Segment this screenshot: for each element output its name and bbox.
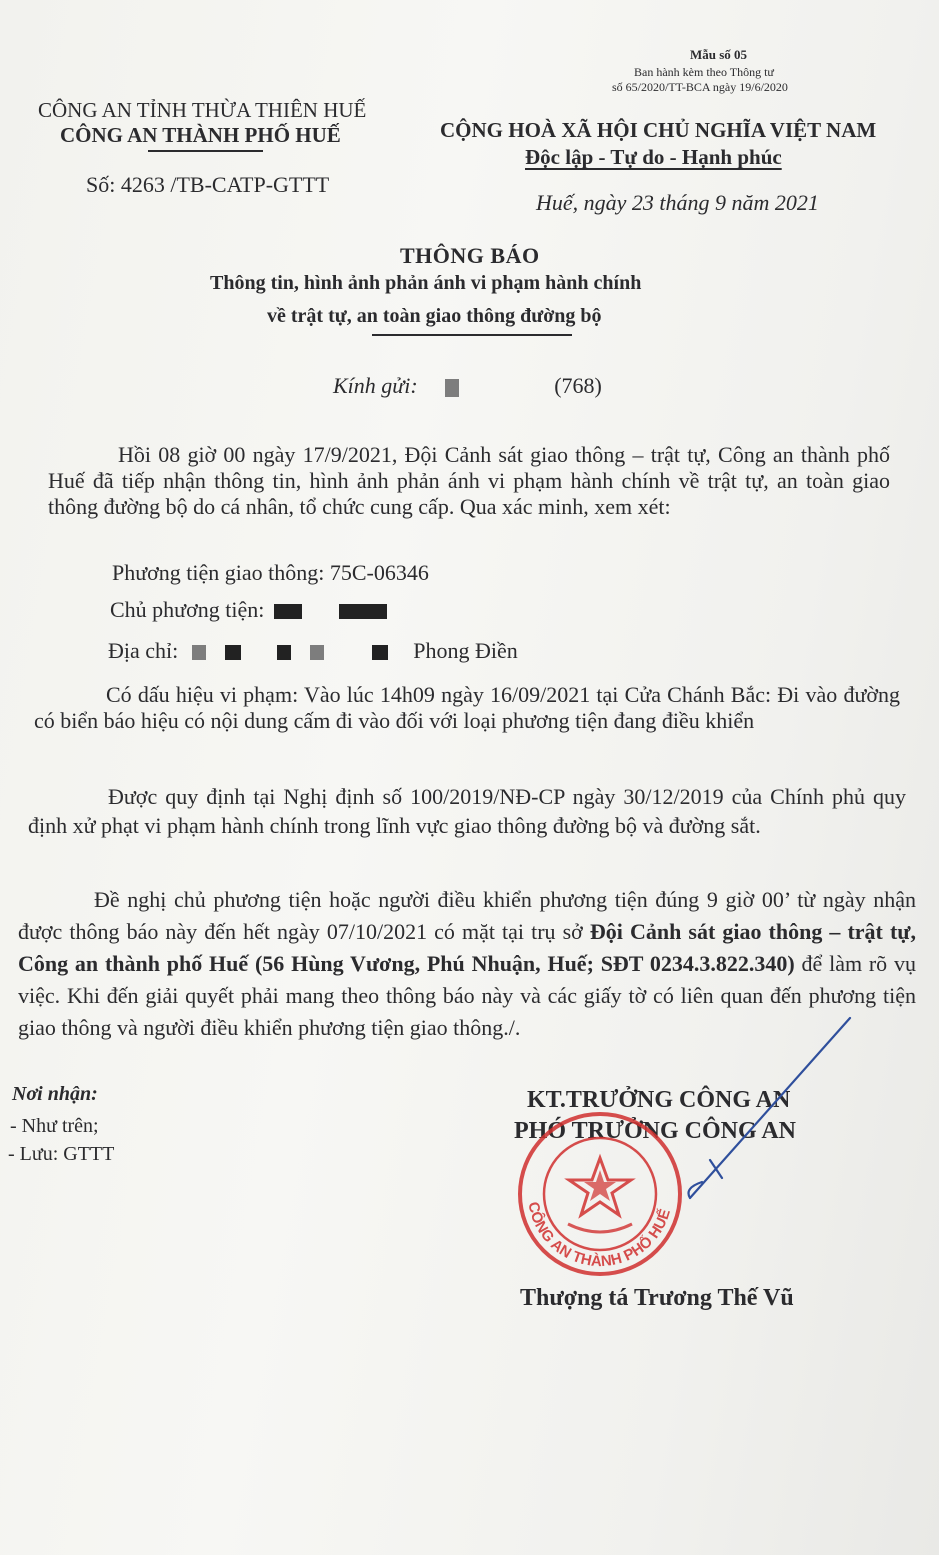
regulation-paragraph: Được quy định tại Nghị định số 100/2019/NĐ-CP ngày 30/12/2019 của Chính phủ quy định xử phạt vi phạm hành chính trong lĩnh vực giao thông đường bộ và đường sắt. bbox=[28, 784, 906, 838]
form-number: Mẫu số 05 bbox=[690, 47, 748, 62]
address-line bbox=[108, 638, 518, 664]
form-circular: số 65/2020/TT-BCA ngày 19/6/2020 bbox=[612, 80, 788, 94]
request-text-end: để làm rõ vụ việc. Khi đến giải quyết phải mang theo thông báo này và các giấy tờ có liên quan đến phương tiện giao thông và người điều khiển phương tiện giao thông./. bbox=[18, 951, 916, 1040]
national-name: CỘNG HOÀ XÃ HỘI CHỦ NGHĨA VIỆT NAM bbox=[440, 118, 877, 142]
document-subtitle-line2: về trật tự, an toàn giao thông đường bộ bbox=[267, 305, 602, 327]
document-number: Số: 4263 /TB-CATP-GTTT bbox=[86, 172, 330, 197]
agency-underline bbox=[148, 150, 263, 152]
signature-title-line1: KT.TRƯỞNG CÔNG AN bbox=[527, 1087, 791, 1113]
handwritten-signature bbox=[650, 1010, 880, 1240]
redacted-owner-part2 bbox=[339, 604, 387, 619]
police-office-details: Đội Cảnh sát giao thông – trật tự, Công an thành phố Huế (56 Hùng Vương, Phú Nhuận, Huế; SĐT 0234.3.822.340) bbox=[18, 919, 916, 976]
agency-parent: CÔNG AN TỈNH THỪA THIÊN HUẾ bbox=[38, 98, 367, 122]
body-paragraph-intro: Hồi 08 giờ 00 ngày 17/9/2021, Đội Cảnh sát giao thông – trật tự, Công an thành phố Huế đã tiếp nhận thông tin, hình ảnh phản ánh vi phạm hành chính về trật tự, an toàn giao thông đường bộ do cá nhân, tổ chức cung cấp. Qua xác minh, xem xét: bbox=[48, 442, 890, 519]
owner-line bbox=[110, 597, 387, 623]
national-motto: Độc lập - Tự do - Hạnh phúc bbox=[525, 145, 782, 169]
receiver-item: - Lưu: GTTT bbox=[8, 1143, 115, 1165]
signature-title-line2: PHÓ TRƯỞNG CÔNG AN bbox=[514, 1118, 797, 1144]
recipient-line bbox=[333, 373, 602, 399]
redacted-address-2 bbox=[225, 645, 241, 660]
request-text-start: Đề nghị chủ phương tiện hoặc người điều khiển phương tiện đúng 9 giờ 00’ từ ngày nhận được thông báo này đến hết ngày 07/10/2021 có mặt tại trụ sở bbox=[18, 887, 916, 944]
svg-text:CÔNG AN THÀNH PHỐ HUẾ: CÔNG AN THÀNH PHỐ HUẾ bbox=[524, 1200, 674, 1271]
title-underline bbox=[372, 334, 572, 336]
owner-label: Chủ phương tiện: bbox=[110, 597, 265, 622]
redacted-owner-part1 bbox=[274, 604, 302, 619]
address-label: Địa chỉ: bbox=[108, 638, 179, 663]
recipient-suffix: (768) bbox=[554, 373, 602, 398]
recipient-label: Kính gửi: bbox=[333, 373, 418, 398]
redacted-address-4 bbox=[310, 645, 324, 660]
redacted-address-1 bbox=[192, 645, 206, 660]
receiver-item: - Như trên; bbox=[10, 1115, 99, 1137]
violation-paragraph: Có dấu hiệu vi phạm: Vào lúc 14h09 ngày 16/09/2021 tại Cửa Chánh Bắc: Đi vào đường có biển báo hiệu có nội dung cấm đi vào đối với loại phương tiện đang điều khiển bbox=[34, 682, 900, 733]
redacted-recipient bbox=[445, 379, 459, 397]
agency-name: CÔNG AN THÀNH PHỐ HUẾ bbox=[60, 123, 341, 147]
redacted-address-3 bbox=[277, 645, 291, 660]
document-title: THÔNG BÁO bbox=[400, 243, 540, 268]
document-date: Huế, ngày 23 tháng 9 năm 2021 bbox=[536, 190, 819, 215]
redacted-address-5 bbox=[372, 645, 388, 660]
signatory-name: Thượng tá Trương Thế Vũ bbox=[520, 1285, 794, 1311]
address-suffix: Phong Điền bbox=[413, 638, 518, 663]
form-issued-with: Ban hành kèm theo Thông tư bbox=[634, 65, 774, 79]
document-subtitle-line1: Thông tin, hình ảnh phản ánh vi phạm hành chính bbox=[210, 272, 642, 294]
receivers-heading: Nơi nhận: bbox=[12, 1083, 98, 1105]
vehicle-line: Phương tiện giao thông: 75C-06346 bbox=[112, 560, 429, 585]
